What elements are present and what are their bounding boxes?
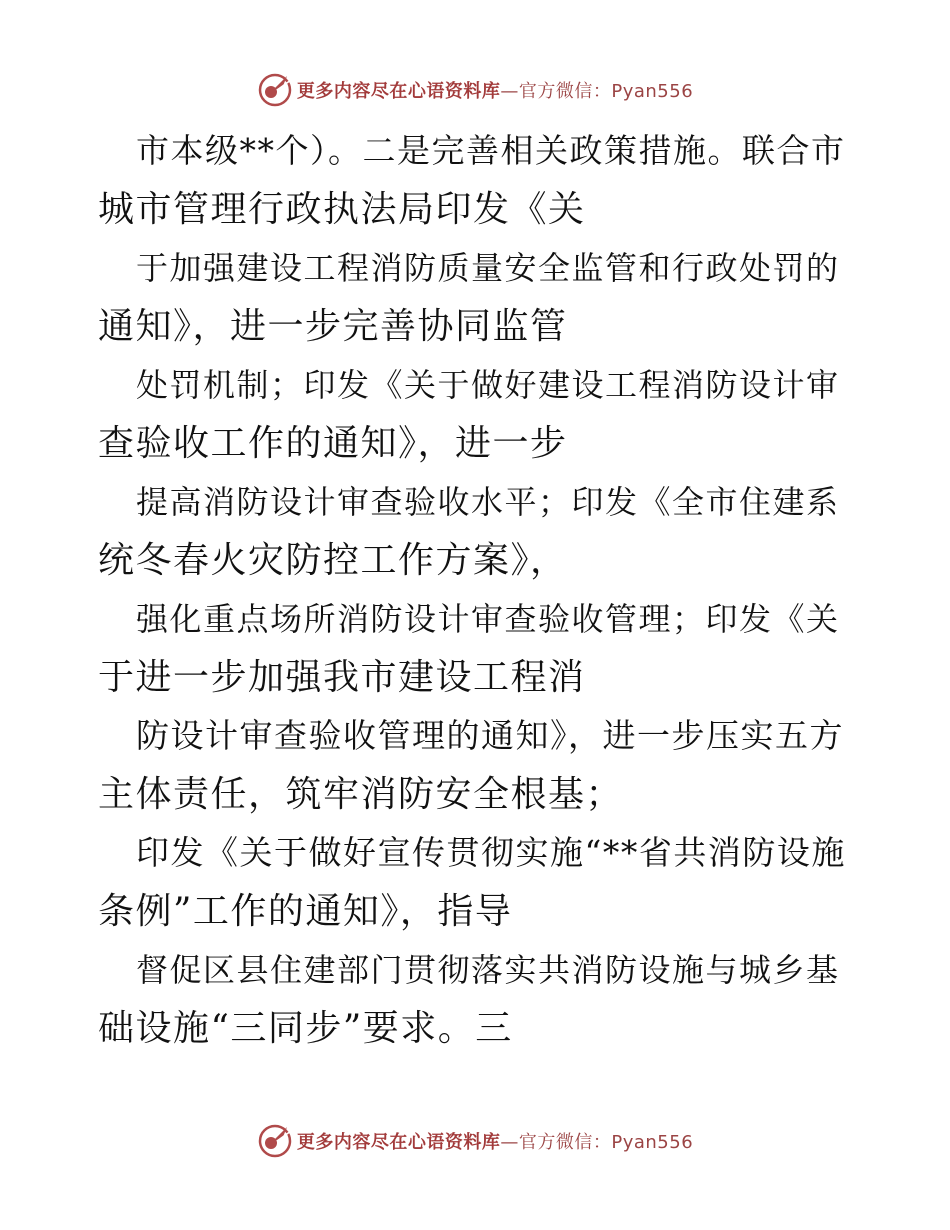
quill-logo-icon [257, 72, 293, 108]
quill-logo-icon [257, 1123, 293, 1159]
text-line: 于进一步加强我市建设工程消 [98, 656, 586, 698]
banner-site-name: 更多内容尽在心语资料库 [296, 81, 501, 102]
document-body [98, 122, 858, 1058]
text-line: 提高消防设计审查验收水平；印发《全市住建系 [136, 483, 840, 521]
banner-wechat-label: 官方微信： [518, 81, 612, 102]
text-line: 督促区县住建部门贯彻落实共消防设施与城乡基 [136, 951, 840, 989]
banner-site-name: 更多内容尽在心语资料库 [296, 1132, 501, 1153]
text-line: 市本级**个）。二是完善相关政策措施。联合市 [136, 131, 846, 170]
header-banner [0, 70, 950, 110]
text-line: 城市管理行政执法局印发《关 [98, 188, 586, 230]
text-line: 于加强建设工程消防质量安全监管和行政处罚的 [136, 249, 840, 287]
banner-text [297, 77, 693, 103]
text-line: 查验收工作的通知》，进一步 [98, 422, 568, 464]
text-line: 强化重点场所消防设计审查验收管理；印发《关 [136, 600, 840, 638]
footer-banner [0, 1121, 950, 1161]
text-line: 处罚机制；印发《关于做好建设工程消防设计审 [136, 366, 840, 404]
banner-wechat-id: Pyan556 [611, 81, 694, 102]
text-line: 防设计审查验收管理的通知》，进一步压实五方 [136, 716, 844, 755]
text-line: 条例”工作的通知》，指导 [98, 890, 513, 932]
text-line: 础设施“三同步”要求。三 [98, 1007, 513, 1049]
banner-wechat-label: 官方微信： [518, 1132, 612, 1153]
banner-dash: — [500, 1132, 519, 1153]
banner-dash: — [500, 81, 519, 102]
banner-wechat-id: Pyan556 [611, 1132, 694, 1153]
text-line: 印发《关于做好宣传贯彻实施“**省共消防设施 [136, 833, 846, 872]
text-line: 通知》，进一步完善协同监管 [98, 305, 568, 347]
banner-text [297, 1128, 693, 1154]
text-line: 主体责任，筑牢消防安全根基； [98, 773, 624, 815]
text-line: 统冬春火灾防控工作方案》， [98, 539, 568, 581]
